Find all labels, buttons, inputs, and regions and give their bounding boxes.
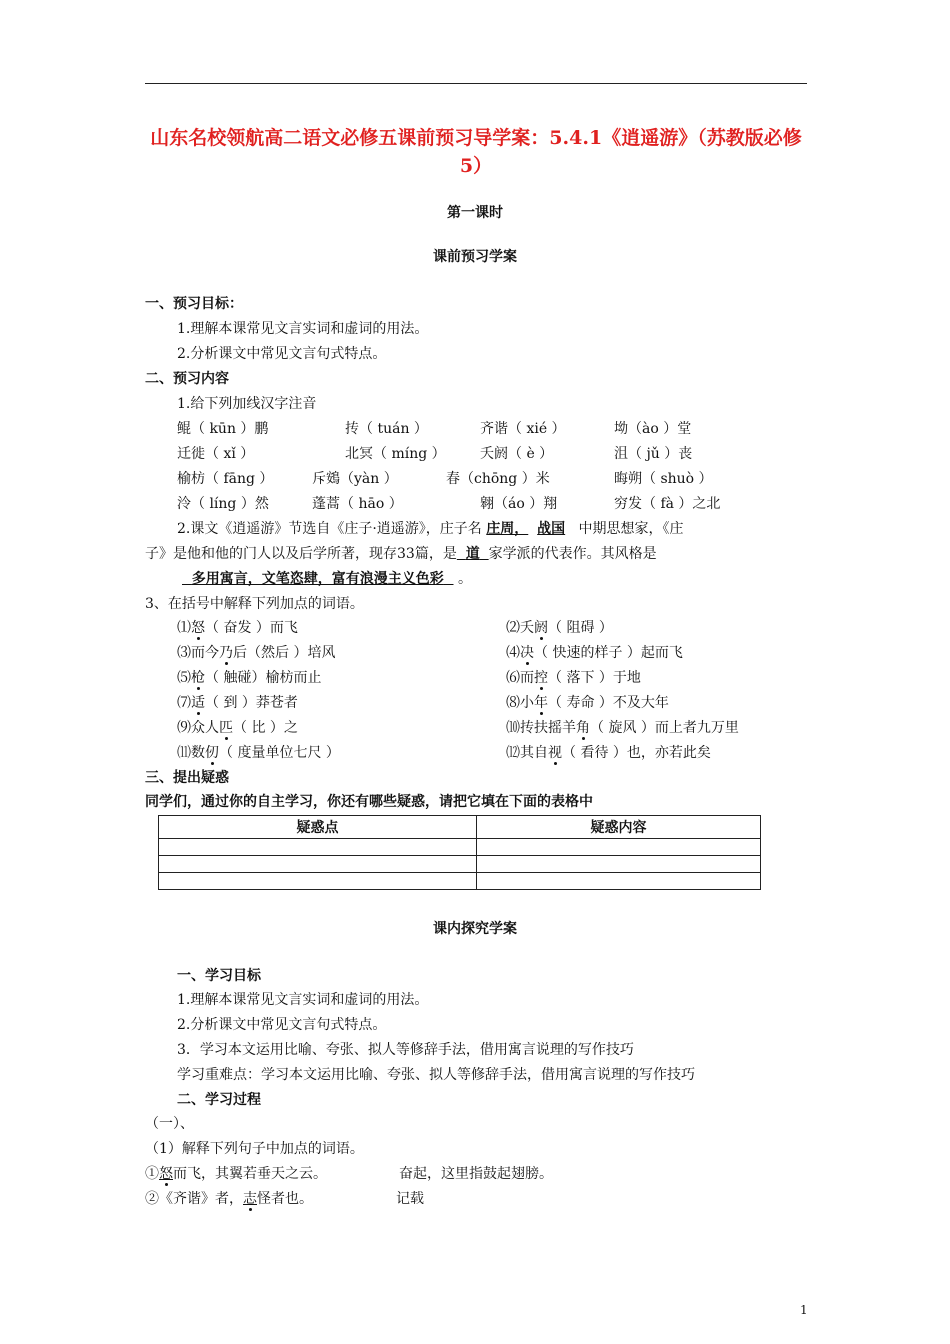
- gloss-num: ⑺: [177, 695, 191, 711]
- s2-sub1: 1.给下列加线汉字注音: [177, 396, 317, 412]
- gloss-word: 年: [534, 695, 548, 711]
- pinyin-cell: 榆枋（ fāng ）: [177, 471, 274, 487]
- gloss-item: [177, 693, 298, 713]
- table-cell[interactable]: [159, 856, 477, 873]
- pinyin-cell: 翱（áo ）翔: [480, 496, 558, 512]
- text: 子》是他和他的门人以及后学所著，现存33篇，是: [145, 546, 457, 562]
- header-rule: [145, 83, 807, 84]
- gloss-item: [506, 743, 711, 763]
- s6-answer-2: 记载: [396, 1191, 424, 1207]
- gloss-item: [506, 693, 669, 713]
- text: 。: [457, 571, 472, 587]
- s6-line: （1）解释下列句子中加点的词语。: [145, 1141, 364, 1157]
- gloss-word: 适: [191, 695, 205, 711]
- gloss-num: ⑶: [177, 645, 191, 661]
- gloss-post: （ 看待 ）也，亦若此矣: [562, 745, 711, 761]
- s4-heading: 三、提出疑惑: [145, 770, 229, 786]
- pinyin-cell: 春（chōng ）米: [446, 471, 550, 487]
- table-cell[interactable]: [477, 873, 761, 890]
- s5-item: 学习重难点：学习本文运用比喻、夸张、拟人等修辞手法，借用寓言说理的写作技巧: [177, 1067, 695, 1083]
- gloss-num: ⑿: [506, 745, 520, 761]
- text: 中期思想家，《庄: [578, 521, 684, 537]
- gloss-pre: 小: [520, 695, 534, 711]
- gloss-pre: 而今: [191, 645, 219, 661]
- s3-heading: 3、在括号中解释下列加点的词语。: [145, 596, 364, 612]
- document-title: 山东名校领航高二语文必修五课前预习导学案：5.4.1《逍遥游》（苏教版必修5）: [150, 127, 802, 177]
- gloss-pre: 其自: [520, 745, 548, 761]
- pinyin-cell: 斥鴳（yàn ）: [312, 471, 398, 487]
- s1-item: 2.分析课文中常见文言句式特点。: [177, 346, 387, 362]
- gloss-post: （ 奋发 ）而飞: [205, 620, 298, 636]
- gloss-post: （ 比 ）之: [233, 720, 298, 736]
- example-word: 怒: [159, 1166, 173, 1182]
- table-cell[interactable]: [159, 873, 477, 890]
- text: 家学派的代表作。其风格是: [488, 546, 657, 562]
- gloss-item: [177, 668, 321, 688]
- gloss-post: 后（然后 ）培风: [233, 645, 336, 661]
- s6-line: （一）、: [145, 1116, 194, 1132]
- s1-heading: 一、预习目标：: [145, 296, 243, 312]
- gloss-num: ⑾: [177, 745, 191, 761]
- gloss-word: 决: [520, 645, 534, 661]
- example-rest: 而飞，其翼若垂天之云。: [173, 1166, 327, 1182]
- gloss-word: 匹: [219, 720, 233, 736]
- gloss-word: 角: [576, 720, 590, 736]
- gloss-num: ⑼: [177, 720, 191, 736]
- gloss-post: （ 触碰）榆枋而止: [205, 670, 322, 686]
- gloss-word: 阏: [534, 620, 548, 636]
- gloss-pre: 夭: [520, 620, 534, 636]
- gloss-pre: 众人: [191, 720, 219, 736]
- s6-example-1: [145, 1164, 327, 1184]
- table-row: [159, 839, 761, 856]
- pinyin-cell: 晦朔（ shuò ）: [614, 471, 713, 487]
- table-header-cell: 疑惑点: [159, 816, 477, 839]
- s5-item: 3．学习本文运用比喻、夸张、拟人等修辞手法，借用寓言说理的写作技巧: [177, 1042, 634, 1058]
- example-pre: ②《齐谐》者，: [145, 1191, 243, 1207]
- gloss-word: 乃: [219, 645, 233, 661]
- table-row: [159, 856, 761, 873]
- s6-heading: 二、学习过程: [177, 1092, 261, 1108]
- gloss-num: ⑴: [177, 620, 191, 636]
- s1-item: 1.理解本课常见文言实词和虚词的用法。: [177, 321, 429, 337]
- answer-blank: 战国: [537, 521, 566, 537]
- pinyin-cell: 泠（ líng ）然: [177, 496, 269, 512]
- s2-sub2-line1: [177, 519, 684, 539]
- section-in-heading: 课内探究学案: [433, 921, 517, 937]
- gloss-num: ⑻: [506, 695, 520, 711]
- pinyin-cell: 夭阏（ è ）: [480, 446, 554, 462]
- gloss-post: （ 寿命 ）不及大年: [548, 695, 669, 711]
- gloss-word: 怒: [191, 620, 205, 636]
- gloss-item: [506, 643, 683, 663]
- gloss-num: ⑵: [506, 620, 520, 636]
- table-header-row: [159, 816, 761, 839]
- answer-blank: [182, 571, 454, 587]
- answer-text: 多用寓言，文笔恣肆，富有浪漫主义色彩: [191, 571, 444, 587]
- pinyin-cell: 鲲（ kūn ）鹏: [177, 421, 269, 437]
- gloss-item: [177, 718, 298, 738]
- gloss-post: （ 旋风 ）而上者九万里: [590, 720, 739, 736]
- pinyin-cell: 抟（ tuán ）: [345, 421, 428, 437]
- gloss-item: [177, 743, 340, 763]
- example-word: 志: [243, 1191, 257, 1207]
- gloss-item: [506, 718, 739, 738]
- pinyin-cell: 穷发（ fà ）之北: [614, 496, 721, 512]
- gloss-pre: 而: [520, 670, 534, 686]
- s5-heading: 一、学习目标: [177, 968, 261, 984]
- table-cell[interactable]: [477, 856, 761, 873]
- gloss-num: ⑹: [506, 670, 520, 686]
- page-number: 1: [800, 1303, 808, 1317]
- gloss-num: ⑸: [177, 670, 191, 686]
- table-row: [159, 873, 761, 890]
- gloss-num: ⑽: [506, 720, 520, 736]
- s5-item: 2.分析课文中常见文言句式特点。: [177, 1017, 387, 1033]
- section-pre-heading: 课前预习学案: [433, 249, 517, 265]
- s2-sub2-line3: [182, 569, 472, 589]
- example-rest: 怪者也。: [257, 1191, 313, 1207]
- gloss-item: [177, 618, 298, 638]
- gloss-post: （ 快速的样子 ）起而飞: [534, 645, 683, 661]
- answer-blank: 庄周，: [486, 521, 529, 537]
- gloss-post: （ 度量单位七尺 ）: [219, 745, 340, 761]
- gloss-num: ⑷: [506, 645, 520, 661]
- s2-sub2-line2: [145, 544, 657, 564]
- gloss-item: [506, 668, 641, 688]
- pinyin-cell: 迁徙（ xǐ ）: [177, 446, 255, 462]
- gloss-item: [506, 618, 613, 638]
- gloss-pre: 抟扶摇羊: [520, 720, 576, 736]
- pinyin-cell: 沮（ jǔ ）丧: [614, 446, 693, 462]
- doubts-table: [158, 815, 761, 890]
- gloss-word: 控: [534, 670, 548, 686]
- lesson-label: 第一课时: [447, 205, 503, 221]
- pinyin-cell: 北冥（ míng ）: [345, 446, 446, 462]
- gloss-word: 视: [548, 745, 562, 761]
- s6-answer-1: 奋起，这里指鼓起翅膀。: [399, 1166, 553, 1182]
- table-header-cell: 疑惑内容: [477, 816, 761, 839]
- example-num: ①: [145, 1166, 159, 1182]
- s2-heading: 二、预习内容: [145, 371, 229, 387]
- gloss-post: （ 落下 ）于地: [548, 670, 641, 686]
- text: 2.课文《逍遥游》节选自《庄子·逍遥游》，庄子名: [177, 521, 482, 537]
- gloss-item: [177, 643, 335, 663]
- gloss-post: （ 到 ）莽苍者: [205, 695, 298, 711]
- gloss-word: 枪: [191, 670, 205, 686]
- gloss-word: 仞: [205, 745, 219, 761]
- s4-intro: 同学们，通过你的自主学习，你还有哪些疑惑，请把它填在下面的表格中: [145, 794, 593, 810]
- table-cell[interactable]: [477, 839, 761, 856]
- gloss-post: （ 阻碍 ）: [548, 620, 613, 636]
- pinyin-cell: 齐谐（ xié ）: [480, 421, 566, 437]
- gloss-pre: 数: [191, 745, 205, 761]
- s5-item: 1.理解本课常见文言实词和虚词的用法。: [177, 992, 429, 1008]
- table-cell[interactable]: [159, 839, 477, 856]
- pinyin-cell: 坳（ào ）堂: [614, 421, 692, 437]
- pinyin-cell: 蓬蒿（ hāo ）: [312, 496, 403, 512]
- s6-example-2: [145, 1189, 313, 1209]
- answer-blank: 道: [465, 546, 480, 562]
